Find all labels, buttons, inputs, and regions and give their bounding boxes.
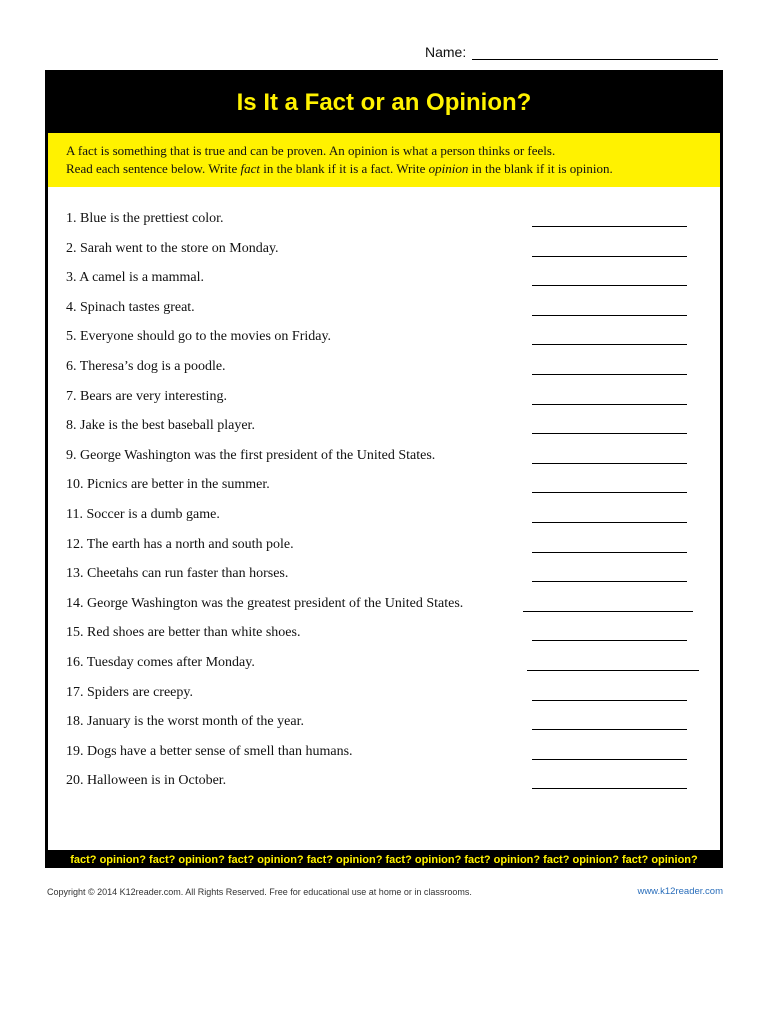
- sentence-row: [0, 500, 768, 530]
- sentence-text: 10. Picnics are better in the summer.: [66, 477, 270, 493]
- sentence-text: 1. Blue is the prettiest color.: [66, 211, 224, 226]
- answer-blank: [532, 552, 687, 553]
- sentence-row: [0, 263, 768, 293]
- sentence-text: 6. Theresa’s dog is a poodle.: [66, 358, 226, 374]
- sentence-row: [0, 766, 768, 796]
- answer-blank: [532, 640, 687, 641]
- answer-blank: [532, 700, 687, 701]
- sentence-text: 2. Sarah went to the store on Monday.: [66, 240, 279, 256]
- header-band: [45, 70, 723, 133]
- answer-blank: [532, 788, 687, 789]
- answer-blank: [527, 670, 699, 671]
- bottom-band: [45, 850, 723, 868]
- opinion-word: opinion: [428, 161, 469, 176]
- sentence-text: 12. The earth has a north and south pole.: [66, 536, 294, 552]
- sentence-row: [0, 589, 768, 619]
- sentence-text: 11. Soccer is a dumb game.: [66, 506, 220, 522]
- answer-blank: [532, 374, 687, 375]
- worksheet-title: Is It a Fact or an Opinion?: [236, 89, 532, 116]
- instructions-text: in the blank if it is a fact. Write: [260, 161, 429, 176]
- sentence-text: 17. Spiders are creepy.: [66, 684, 193, 700]
- answer-blank: [523, 611, 693, 612]
- sentence-row: [0, 737, 768, 767]
- answer-blank: [532, 463, 687, 464]
- sentence-list: [0, 204, 768, 796]
- sentence-row: [0, 322, 768, 352]
- sentence-row: [0, 470, 768, 500]
- sentence-text: 20. Halloween is in October.: [66, 773, 227, 789]
- sentence-row: [0, 234, 768, 264]
- sentence-text: 4. Spinach tastes great.: [66, 299, 195, 315]
- sentence-row: [0, 293, 768, 323]
- sentence-text: 5. Everyone should go to the movies on Friday.: [66, 329, 332, 345]
- sentence-row: [0, 352, 768, 382]
- sentence-text: 16. Tuesday comes after Monday.: [66, 654, 255, 670]
- answer-blank: [532, 433, 687, 434]
- sentence-text: 3. A camel is a mammal.: [66, 270, 205, 286]
- sentence-text: 9. George Washington was the first president of the United States.: [66, 447, 436, 463]
- sentence-row: [0, 441, 768, 471]
- sentence-text: 18. January is the worst month of the year.: [66, 714, 304, 730]
- answer-blank: [532, 492, 687, 493]
- sentence-text: 19. Dogs have a better sense of smell than humans.: [66, 743, 353, 759]
- fact-word: fact: [240, 161, 261, 176]
- sentence-row: [0, 411, 768, 441]
- sentence-text: 13. Cheetahs can run faster than horses.: [66, 566, 289, 582]
- sentence-row: [0, 618, 768, 648]
- sentence-row: [0, 678, 768, 708]
- sentence-row: [0, 530, 768, 560]
- sentence-text: 15. Red shoes are better than white shoes.: [66, 625, 301, 641]
- sentence-row: [0, 648, 768, 678]
- sentence-row: [0, 707, 768, 737]
- instructions-text: in the blank if it is opinion.: [468, 161, 613, 176]
- answer-blank: [532, 315, 687, 316]
- bottom-band-text: fact? opinion? fact? opinion? fact? opinion? fact? opinion? fact? opinion? fact? opinion? fact? opinion? fact? opinion?: [70, 854, 698, 866]
- sentence-row: [0, 559, 768, 589]
- sentence-row: [0, 204, 768, 234]
- sentence-row: [0, 382, 768, 412]
- answer-blank: [532, 522, 687, 523]
- answer-blank: [532, 729, 687, 730]
- name-underline: [472, 59, 718, 60]
- website-link: www.k12reader.com: [637, 886, 723, 897]
- answer-blank: [532, 759, 687, 760]
- answer-blank: [532, 581, 687, 582]
- answer-blank: [532, 404, 687, 405]
- answer-blank: [532, 344, 687, 345]
- copyright-text: Copyright © 2014 K12reader.com. All Rights Reserved. Free for educational use at home or in classrooms.: [47, 887, 472, 897]
- instructions-band: [48, 133, 720, 187]
- instructions-line-1: A fact is something that is true and can be proven. An opinion is what a person thinks or feels.: [66, 143, 556, 158]
- instructions-text: Read each sentence below. Write: [66, 161, 241, 176]
- instructions-line-2: [66, 160, 720, 178]
- name-label: Name:: [425, 44, 467, 60]
- sentence-text: 8. Jake is the best baseball player.: [66, 418, 255, 434]
- answer-blank: [532, 226, 687, 227]
- sentence-text: 14. George Washington was the greatest president of the United States.: [66, 595, 464, 611]
- answer-blank: [532, 285, 687, 286]
- answer-blank: [532, 256, 687, 257]
- sentence-text: 7. Bears are very interesting.: [66, 388, 227, 404]
